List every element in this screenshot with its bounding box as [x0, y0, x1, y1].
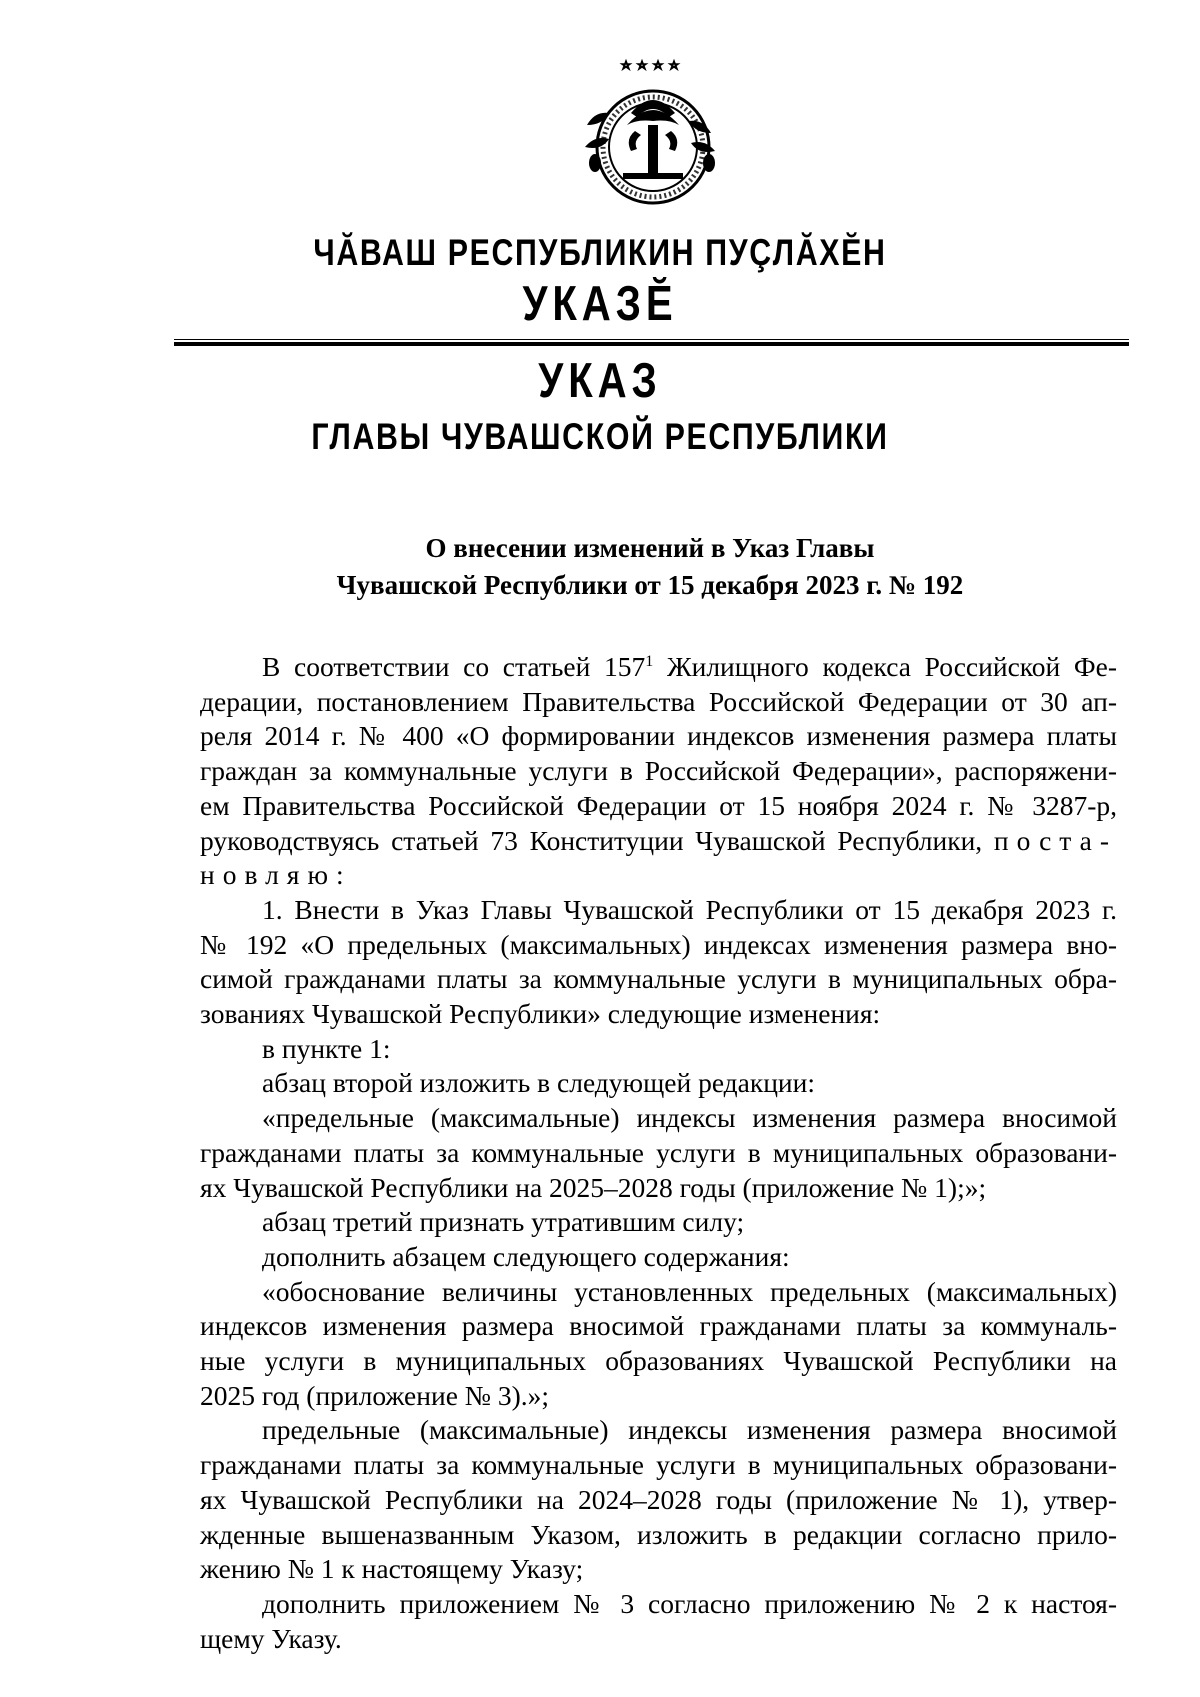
- text-line: предельные (максимальные) индексы изменения размера вносимой: [262, 1414, 1117, 1446]
- text-line: № 192 «О предельных (максимальных) индексах изменения размера вно-: [200, 928, 1117, 960]
- text-line: новляю:: [200, 859, 352, 891]
- text-fragment: Жилищного кодекса Российской Фе-: [653, 651, 1117, 682]
- text-line: ях Чувашской Республики на 2025–2028 годы (приложение № 1);»;: [200, 1171, 987, 1203]
- document-body: [200, 650, 1117, 1656]
- text-line: индексов изменения размера вносимой гражданами платы за коммуналь-: [200, 1310, 1117, 1342]
- paragraph-appendix-3: [200, 1587, 1117, 1656]
- text-fragment-spaced: поста-: [993, 824, 1117, 856]
- text-line: [200, 824, 1117, 859]
- text-line: гражданами платы за коммунальные услуги в муниципальных образовани-: [200, 1449, 1117, 1481]
- decree-title-chuvash: УКАЗĔ: [522, 277, 678, 331]
- document-title: [200, 530, 1100, 604]
- paragraph-quote-1: [200, 1101, 1117, 1205]
- text-line: 1. Внести в Указ Главы Чувашской Республики от 15 декабря 2023 г.: [262, 893, 1117, 925]
- text-line: ях Чувашской Республики на 2024–2028 годы (приложение № 1), утвер-: [200, 1483, 1117, 1515]
- text-fragment: руководствуясь статьей 73 Конституции Чувашской Республики,: [200, 824, 983, 856]
- text-line: симой гражданами платы за коммунальные услуги в муниципальных обра-: [200, 963, 1117, 995]
- text-line: [200, 650, 1117, 685]
- text-line: реля 2014 г. № 400 «О формировании индексов изменения размера платы: [200, 720, 1117, 752]
- issuer-title-chuvash: ЧĂВАШ РЕСПУБЛИКИН ПУÇЛĂХĔН: [313, 232, 887, 273]
- text-line: в пункте 1:: [262, 1032, 391, 1064]
- text-line: зованиях Чувашской Республики» следующие изменения:: [200, 998, 881, 1030]
- text-line: ем Правительства Российской Федерации от 15 ноября 2024 г. № 3287-р,: [200, 789, 1117, 821]
- issuer-title-russian: ГЛАВЫ ЧУВАШСКОЙ РЕСПУБЛИКИ: [311, 416, 889, 457]
- paragraph-appendix-1: [200, 1413, 1117, 1587]
- text-line: «предельные (максимальные) индексы изменения размера вносимой: [262, 1102, 1117, 1134]
- document-title-line: Чувашской Республики от 15 декабря 2023 г. № 192: [336, 570, 964, 600]
- header-divider-thin: [174, 339, 1129, 340]
- header-divider-thick: [174, 342, 1129, 346]
- decree-title-russian: УКАЗ: [538, 354, 662, 408]
- text-line: жденные вышеназванным Указом, изложить в редакции согласно прило-: [200, 1518, 1117, 1550]
- text-line: жению № 1 к настоящему Указу;: [200, 1553, 584, 1585]
- text-line: «обоснование величины установленных предельных (максимальных): [262, 1275, 1117, 1307]
- text-line: ные услуги в муниципальных образованиях Чувашской Республики на: [200, 1345, 1117, 1377]
- text-line: граждан за коммунальные услуги в Российской Федерации», распоряжени-: [200, 755, 1117, 787]
- document-title-line: О внесении изменений в Указ Главы: [425, 533, 875, 563]
- text-line: абзац второй изложить в следующей редакции:: [262, 1067, 816, 1099]
- coat-of-arms-emblem: [577, 55, 729, 210]
- text-line: дополнить приложением № 3 согласно приложению № 2 к настоя-: [262, 1587, 1117, 1619]
- text-fragment: В соответствии со статьей 157: [262, 651, 646, 682]
- text-line: дополнить абзацем следующего содержания:: [262, 1240, 790, 1272]
- text-line: дерации, постановлением Правительства Российской Федерации от 30 ап-: [200, 685, 1117, 717]
- text-line: 2025 год (приложение № 3).»;: [200, 1379, 550, 1411]
- superscript: 1: [645, 653, 654, 670]
- paragraph-quote-2: [200, 1275, 1117, 1414]
- paragraph-item-1: [200, 893, 1117, 1032]
- text-line: щему Указу.: [200, 1622, 342, 1654]
- paragraph-preamble: [200, 650, 1117, 893]
- text-line: абзац третий признать утратившим силу;: [262, 1206, 745, 1238]
- text-line: гражданами платы за коммунальные услуги в муниципальных образовани-: [200, 1136, 1117, 1168]
